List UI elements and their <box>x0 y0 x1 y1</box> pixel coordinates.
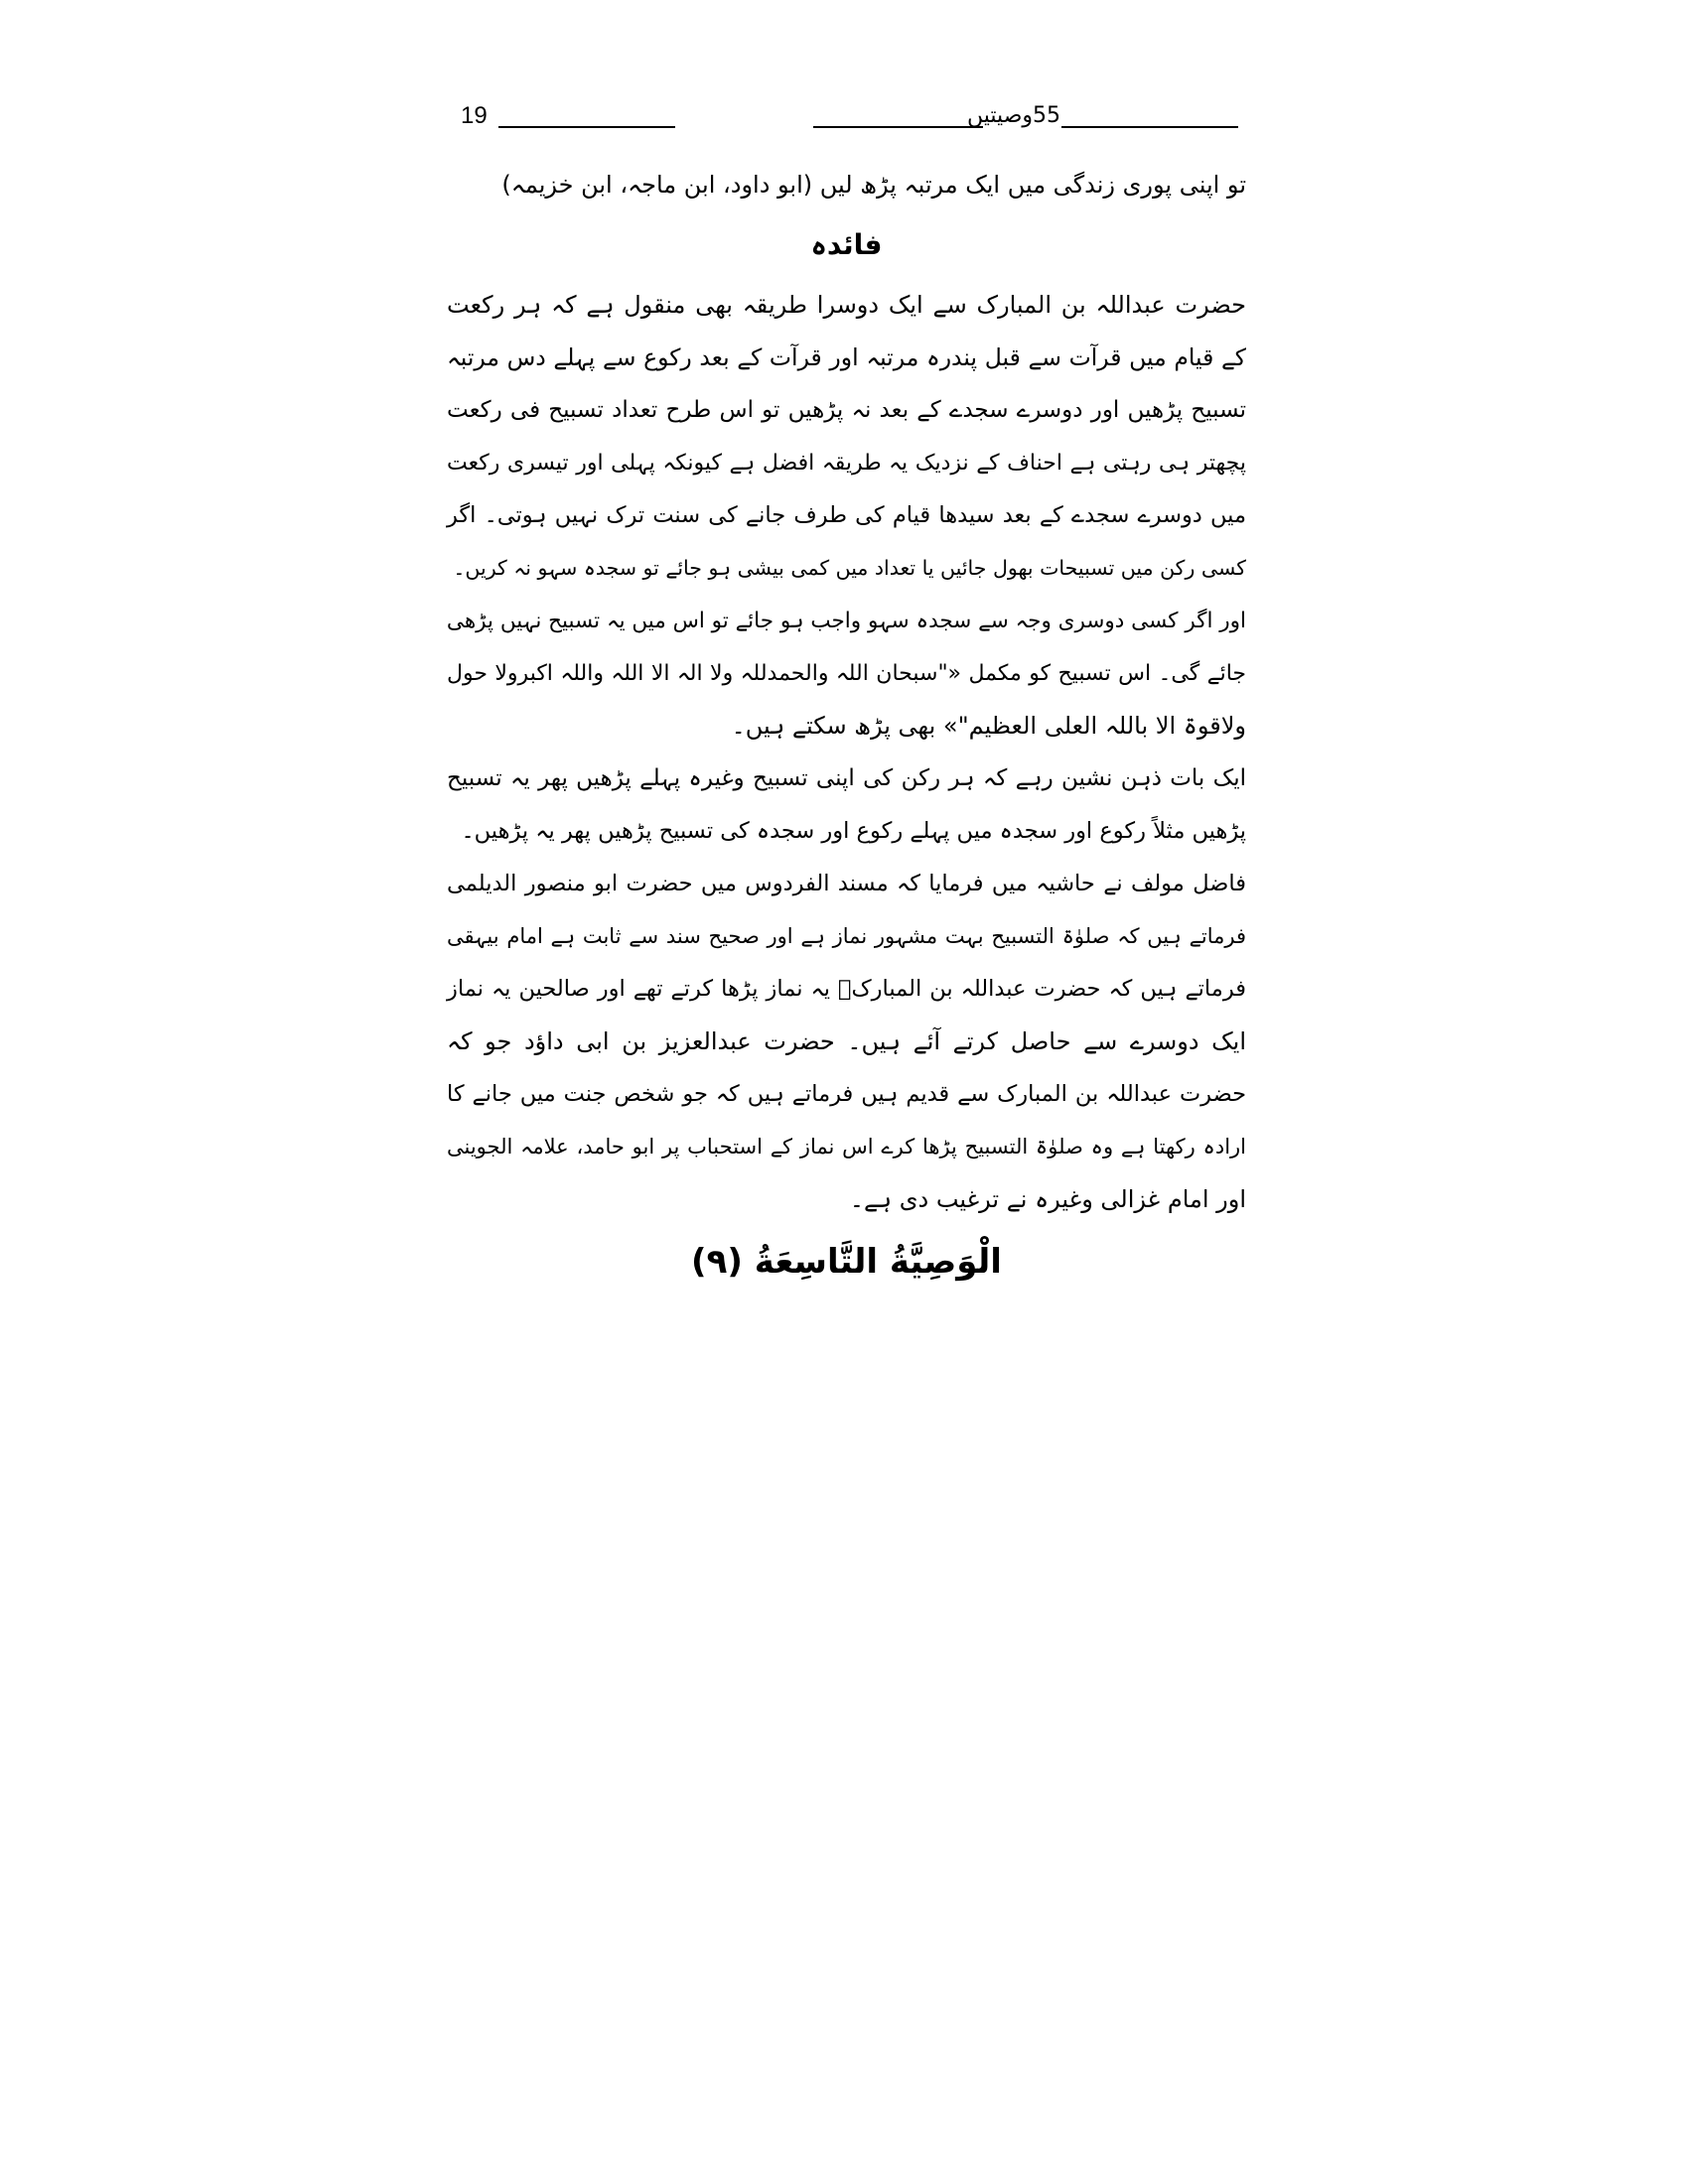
text-line: پڑھیں مثلاً رکوع اور سجدہ میں پہلے رکوع اور سجدہ کی تسبیح پڑھیں پھر یہ پڑھیں۔ <box>461 818 1246 844</box>
text-line: میں دوسرے سجدے کے بعد سیدھا قیام کی طرف جانے کی سنت ترک نہیں ہوتی۔ اگر <box>447 502 1246 528</box>
text-line: تسبیح پڑھیں اور دوسرے سجدے کے بعد نہ پڑھیں تو اس طرح تعداد تسبیح فی رکعت <box>447 397 1246 423</box>
paragraph <box>447 858 1246 1226</box>
header-rule <box>1061 126 1238 128</box>
section-heading: فائدہ <box>810 228 883 261</box>
opening-line: تو اپنی پوری زندگی میں ایک مرتبہ پڑھ لیں (ابو داود، ابن ماجہ، ابن خزیمہ) <box>501 171 1246 199</box>
paragraph <box>447 595 1246 752</box>
text-line: جائے گی۔ اس تسبیح کو مکمل «"سبحان اللہ والحمدللہ ولا الہ الا اللہ واللہ اکبرولا حول <box>447 661 1246 686</box>
paragraph <box>447 279 1246 595</box>
text-line: کے قیام میں قرآت سے قبل پندرہ مرتبہ اور قرآت کے بعد رکوع سے پہلے دس مرتبہ <box>447 343 1246 371</box>
header-title: 55وصیتیں <box>967 103 1060 128</box>
text-line: اور اگر کسی دوسری وجہ سے سجدہ سہو واجب ہو جائے تو اس میں یہ تسبیح نہیں پڑھی <box>446 609 1246 633</box>
text-line: فرماتے ہیں کہ حضرت عبداللہ بن المبارکؒ یہ نماز پڑھا کرتے تھے اور صالحین یہ نماز <box>447 976 1246 1002</box>
text-line: پچھتر ہی رہتی ہے احناف کے نزدیک یہ طریقہ افضل ہے کیونکہ پہلی اور تیسری رکعت <box>447 451 1246 476</box>
text-line: حضرت عبداللہ بن المبارک سے ایک دوسرا طریقہ بھی منقول ہے کہ ہر رکعت <box>447 291 1246 319</box>
text-line: ولاقوۃ الا باللہ العلی العظیم"» بھی پڑھ سکتے ہیں۔ <box>731 712 1246 740</box>
paragraph <box>447 752 1246 858</box>
text-line: اور امام غزالی وغیرہ نے ترغیب دی ہے۔ <box>849 1185 1246 1213</box>
header-rule <box>813 126 983 128</box>
text-line: ایک دوسرے سے حاصل کرتے آئے ہیں۔ حضرت عبدالعزیز بن ابی داؤد جو کہ <box>447 1027 1246 1055</box>
text-line: کسی رکن میں تسبیحات بھول جائیں یا تعداد میں کمی بیشی ہو جائے تو سجدہ سہو نہ کریں۔ <box>453 556 1246 580</box>
text-line: ایک بات ذہن نشین رہے کہ ہر رکن کی اپنی تسبیح وغیرہ پہلے پڑھیں پھر یہ تسبیح <box>447 765 1246 791</box>
header-rule <box>498 126 675 128</box>
text-line: حضرت عبداللہ بن المبارک سے قدیم ہیں فرماتے ہیں کہ جو شخص جنت میں جانے کا <box>447 1081 1246 1107</box>
body-text <box>447 159 1246 1294</box>
text-line: ارادہ رکھتا ہے وہ صلوٰۃ التسبیح پڑھا کرے اس نماز کے استحباب پر ابو حامد، علامہ الجوینی <box>447 1135 1246 1159</box>
running-header <box>459 103 1238 135</box>
text-line: فرماتے ہیں کہ صلوٰۃ التسبیح بہت مشہور نماز ہے اور صحیح سند سے ثابت ہے امام بیہقی <box>447 924 1246 948</box>
page-number: 19 <box>461 102 488 129</box>
text-line: فاضل مولف نے حاشیہ میں فرمایا کہ مسند الفردوس میں حضرت ابو منصور الدیلمی <box>447 871 1246 896</box>
wasiyyah-heading: الْوَصِيَّةُ التَّاسِعَةُ (٩) <box>691 1242 1002 1282</box>
